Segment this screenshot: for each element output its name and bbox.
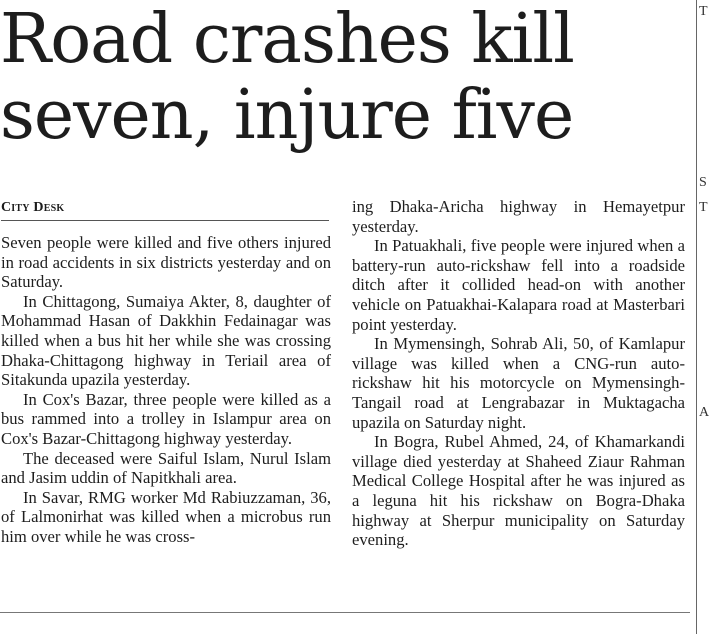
bottom-rule — [0, 612, 690, 613]
headline-line-2: seven, injure five — [0, 76, 574, 155]
edge-fragment: A — [699, 405, 709, 420]
headline — [0, 2, 690, 154]
edge-fragment: T — [699, 4, 708, 19]
paragraph: ing Dhaka-Aricha highway in Hemayetpur yesterday. — [352, 197, 685, 236]
edge-fragment: S — [699, 175, 707, 190]
byline: City Desk — [1, 200, 329, 221]
left-column — [1, 233, 331, 547]
paragraph: In Cox's Bazar, three people were killed as a bus rammed into a trolley in Islampur area on Cox's Bazar-Chittagong highway yesterday. — [1, 389, 331, 448]
paragraph: The deceased were Saiful Islam, Nurul Islam and Jasim uddin of Napitkhali area. — [1, 448, 331, 488]
paragraph: In Savar, RMG worker Md Rabiuzzaman, 36, of Lalmonirhat was killed when a microbus run him over while he was cross- — [1, 487, 331, 546]
paragraph: In Patuakhali, five people were injured when a battery-run auto-rickshaw fell into a roadside ditch after it collided head-on with another vehicle on Patuakhai-Kalapara road at Masterbari point yesterday. — [352, 236, 685, 334]
paragraph: Seven people were killed and five others injured in road accidents in six districts yesterday and on Saturday. — [1, 233, 331, 292]
edge-fragment: T — [699, 200, 708, 215]
paragraph: In Mymensingh, Sohrab Ali, 50, of Kamlapur village was killed when a CNG-run auto-rickshaw hit his motorcycle on Mymensingh-Tangail road at Lengrabazar in Muktagacha upazila on Saturday night. — [352, 334, 685, 432]
paragraph: In Chittagong, Sumaiya Akter, 8, daughter of Mohammad Hasan of Dakkhin Fedainagar was killed when a bus hit her while she was crossing Dhaka-Chittagong highway in Teriail area of Sitakunda upazila yesterday. — [1, 291, 331, 390]
paragraph: In Bogra, Rubel Ahmed, 24, of Khamarkandi village died yesterday at Shaheed Ziaur Rahman Medical College Hospital after he was injured as a leguna hit his rickshaw on Bogra-Dhaka highway at Sherpur municipality on Saturday evening. — [352, 432, 685, 550]
column-divider — [696, 0, 697, 634]
headline-line-1: Road crashes kill — [0, 0, 574, 79]
right-column — [352, 197, 685, 550]
